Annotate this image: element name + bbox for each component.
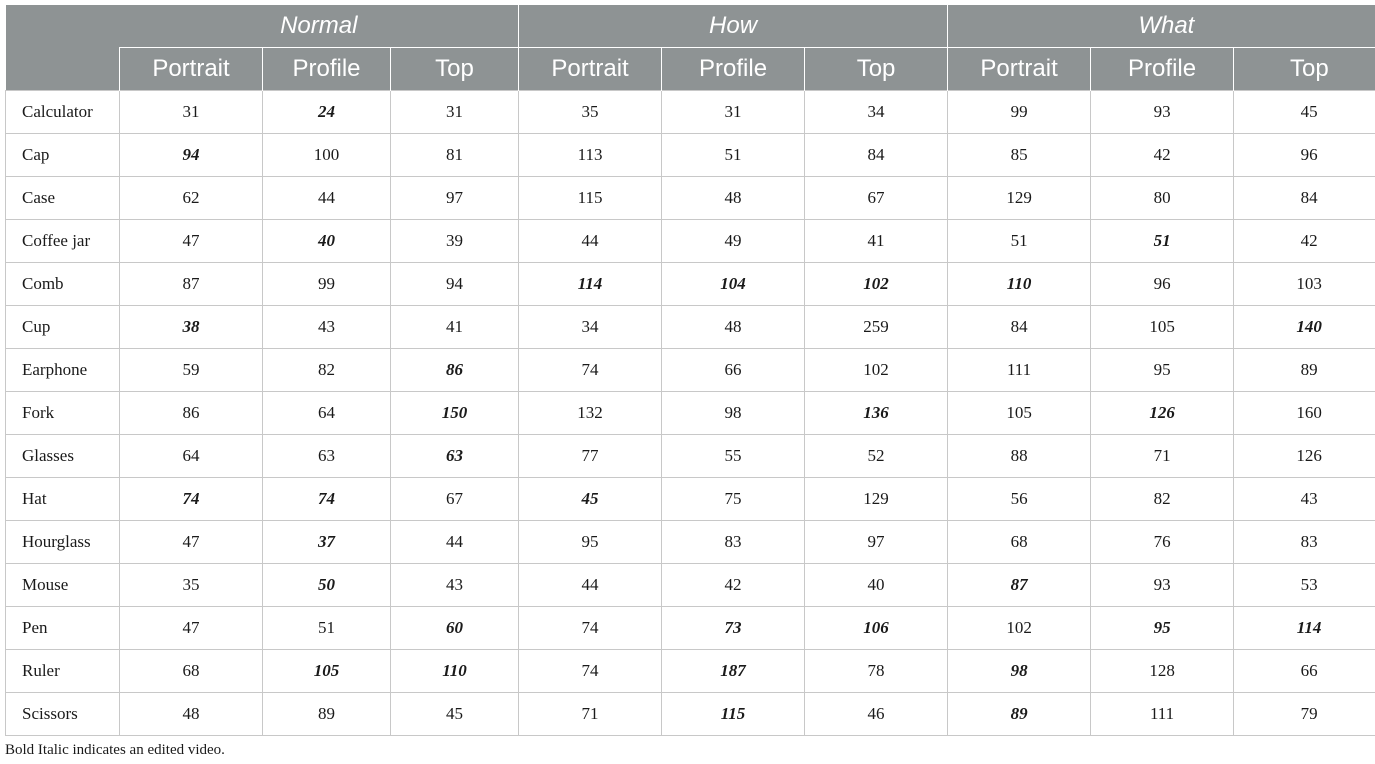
- table-cell: 84: [1234, 177, 1375, 220]
- corner-header-cell: [6, 5, 120, 91]
- table-cell: 66: [662, 349, 805, 392]
- table-cell: 95: [1091, 349, 1234, 392]
- table-cell: 89: [1234, 349, 1375, 392]
- table-cell: 136: [805, 392, 948, 435]
- row-label: Mouse: [6, 564, 120, 607]
- table-cell: 37: [263, 521, 391, 564]
- table-cell: 42: [1091, 134, 1234, 177]
- table-row: [6, 177, 1375, 220]
- table-cell: 45: [519, 478, 662, 521]
- table-cell: 102: [805, 263, 948, 306]
- table-cell: 63: [263, 435, 391, 478]
- table-cell: 84: [948, 306, 1091, 349]
- table-cell: 98: [948, 650, 1091, 693]
- table-cell: 77: [519, 435, 662, 478]
- table-cell: 81: [391, 134, 519, 177]
- group-header-how: How: [519, 5, 948, 48]
- table-cell: 47: [120, 220, 263, 263]
- row-label: Hat: [6, 478, 120, 521]
- table-cell: 31: [391, 91, 519, 134]
- row-label: Cup: [6, 306, 120, 349]
- table-cell: 48: [662, 306, 805, 349]
- table-cell: 79: [1234, 693, 1375, 736]
- table-cell: 95: [1091, 607, 1234, 650]
- table-row: [6, 91, 1375, 134]
- table-cell: 99: [263, 263, 391, 306]
- subheader-top: Top: [805, 48, 948, 91]
- table-cell: 95: [519, 521, 662, 564]
- table-cell: 105: [1091, 306, 1234, 349]
- table-cell: 126: [1091, 392, 1234, 435]
- table-cell: 59: [120, 349, 263, 392]
- table-cell: 132: [519, 392, 662, 435]
- table-cell: 44: [263, 177, 391, 220]
- row-label: Comb: [6, 263, 120, 306]
- table-cell: 35: [120, 564, 263, 607]
- row-label: Ruler: [6, 650, 120, 693]
- table-cell: 64: [263, 392, 391, 435]
- row-label: Pen: [6, 607, 120, 650]
- table-cell: 55: [662, 435, 805, 478]
- row-label: Case: [6, 177, 120, 220]
- subheader-profile: Profile: [662, 48, 805, 91]
- table-cell: 102: [805, 349, 948, 392]
- table-row: [6, 435, 1375, 478]
- subheader-portrait: Portrait: [120, 48, 263, 91]
- table-cell: 40: [805, 564, 948, 607]
- table-cell: 74: [519, 650, 662, 693]
- table-cell: 94: [391, 263, 519, 306]
- table-cell: 85: [948, 134, 1091, 177]
- table-cell: 89: [263, 693, 391, 736]
- table-row: [6, 693, 1375, 736]
- group-header-what: What: [948, 5, 1375, 48]
- table-row: [6, 306, 1375, 349]
- table-cell: 76: [1091, 521, 1234, 564]
- table-cell: 40: [263, 220, 391, 263]
- table-cell: 129: [948, 177, 1091, 220]
- table-cell: 45: [1234, 91, 1375, 134]
- table-cell: 110: [391, 650, 519, 693]
- table-row: [6, 478, 1375, 521]
- table-cell: 114: [1234, 607, 1375, 650]
- table-cell: 48: [120, 693, 263, 736]
- table-cell: 74: [263, 478, 391, 521]
- table-cell: 74: [519, 349, 662, 392]
- table-cell: 98: [662, 392, 805, 435]
- table-cell: 115: [519, 177, 662, 220]
- table-cell: 51: [948, 220, 1091, 263]
- table-cell: 45: [391, 693, 519, 736]
- table-cell: 42: [1234, 220, 1375, 263]
- table-cell: 49: [662, 220, 805, 263]
- subheader-profile: Profile: [263, 48, 391, 91]
- table-cell: 60: [391, 607, 519, 650]
- row-label: Fork: [6, 392, 120, 435]
- table-row: [6, 220, 1375, 263]
- table-cell: 87: [948, 564, 1091, 607]
- table-cell: 39: [391, 220, 519, 263]
- table-cell: 83: [1234, 521, 1375, 564]
- results-table-container: [5, 5, 1369, 736]
- table-cell: 43: [1234, 478, 1375, 521]
- table-cell: 105: [948, 392, 1091, 435]
- table-cell: 43: [391, 564, 519, 607]
- subheader-profile: Profile: [1091, 48, 1234, 91]
- table-cell: 42: [662, 564, 805, 607]
- table-cell: 94: [120, 134, 263, 177]
- table-cell: 75: [662, 478, 805, 521]
- row-label: Earphone: [6, 349, 120, 392]
- table-cell: 105: [263, 650, 391, 693]
- table-cell: 68: [120, 650, 263, 693]
- table-cell: 31: [662, 91, 805, 134]
- table-cell: 62: [120, 177, 263, 220]
- group-header-row: [6, 5, 1375, 48]
- table-cell: 41: [391, 306, 519, 349]
- table-cell: 93: [1091, 564, 1234, 607]
- table-cell: 160: [1234, 392, 1375, 435]
- table-cell: 34: [805, 91, 948, 134]
- table-cell: 44: [519, 220, 662, 263]
- table-cell: 43: [263, 306, 391, 349]
- table-cell: 96: [1234, 134, 1375, 177]
- table-cell: 80: [1091, 177, 1234, 220]
- table-cell: 44: [519, 564, 662, 607]
- table-cell: 115: [662, 693, 805, 736]
- table-cell: 67: [391, 478, 519, 521]
- table-cell: 113: [519, 134, 662, 177]
- table-cell: 89: [948, 693, 1091, 736]
- table-row: [6, 607, 1375, 650]
- table-cell: 56: [948, 478, 1091, 521]
- table-cell: 41: [805, 220, 948, 263]
- table-row: [6, 263, 1375, 306]
- subheader-top: Top: [391, 48, 519, 91]
- table-row: [6, 134, 1375, 177]
- table-cell: 103: [1234, 263, 1375, 306]
- table-cell: 102: [948, 607, 1091, 650]
- table-cell: 48: [662, 177, 805, 220]
- table-row: [6, 564, 1375, 607]
- table-cell: 71: [519, 693, 662, 736]
- table-cell: 47: [120, 607, 263, 650]
- table-cell: 114: [519, 263, 662, 306]
- table-cell: 87: [120, 263, 263, 306]
- table-cell: 83: [662, 521, 805, 564]
- table-cell: 86: [391, 349, 519, 392]
- table-cell: 82: [1091, 478, 1234, 521]
- table-row: [6, 650, 1375, 693]
- table-cell: 51: [662, 134, 805, 177]
- table-cell: 110: [948, 263, 1091, 306]
- row-label: Scissors: [6, 693, 120, 736]
- table-cell: 66: [1234, 650, 1375, 693]
- table-cell: 52: [805, 435, 948, 478]
- table-cell: 24: [263, 91, 391, 134]
- table-cell: 46: [805, 693, 948, 736]
- table-cell: 126: [1234, 435, 1375, 478]
- table-cell: 51: [263, 607, 391, 650]
- table-header: [6, 5, 1375, 91]
- table-cell: 47: [120, 521, 263, 564]
- table-cell: 111: [948, 349, 1091, 392]
- table-cell: 68: [948, 521, 1091, 564]
- table-cell: 259: [805, 306, 948, 349]
- results-table: [5, 5, 1375, 736]
- table-cell: 35: [519, 91, 662, 134]
- table-cell: 44: [391, 521, 519, 564]
- table-cell: 71: [1091, 435, 1234, 478]
- group-header-normal: Normal: [120, 5, 519, 48]
- table-cell: 111: [1091, 693, 1234, 736]
- table-cell: 82: [263, 349, 391, 392]
- row-label: Coffee jar: [6, 220, 120, 263]
- table-cell: 128: [1091, 650, 1234, 693]
- table-row: [6, 521, 1375, 564]
- table-cell: 93: [1091, 91, 1234, 134]
- table-cell: 106: [805, 607, 948, 650]
- table-cell: 50: [263, 564, 391, 607]
- subheader-row: [6, 48, 1375, 91]
- table-row: [6, 349, 1375, 392]
- row-label: Calculator: [6, 91, 120, 134]
- table-cell: 64: [120, 435, 263, 478]
- table-cell: 73: [662, 607, 805, 650]
- table-cell: 74: [120, 478, 263, 521]
- table-cell: 63: [391, 435, 519, 478]
- subheader-portrait: Portrait: [519, 48, 662, 91]
- table-cell: 97: [391, 177, 519, 220]
- table-footnote: Bold Italic indicates an edited video.: [5, 742, 225, 758]
- table-cell: 140: [1234, 306, 1375, 349]
- row-label: Glasses: [6, 435, 120, 478]
- table-cell: 100: [263, 134, 391, 177]
- table-cell: 74: [519, 607, 662, 650]
- table-cell: 88: [948, 435, 1091, 478]
- table-cell: 150: [391, 392, 519, 435]
- row-label: Hourglass: [6, 521, 120, 564]
- table-cell: 84: [805, 134, 948, 177]
- table-cell: 53: [1234, 564, 1375, 607]
- table-row: [6, 392, 1375, 435]
- table-cell: 38: [120, 306, 263, 349]
- table-cell: 78: [805, 650, 948, 693]
- table-cell: 34: [519, 306, 662, 349]
- subheader-portrait: Portrait: [948, 48, 1091, 91]
- table-cell: 187: [662, 650, 805, 693]
- table-cell: 51: [1091, 220, 1234, 263]
- table-cell: 97: [805, 521, 948, 564]
- table-body: [6, 91, 1375, 736]
- table-cell: 129: [805, 478, 948, 521]
- table-cell: 96: [1091, 263, 1234, 306]
- table-cell: 99: [948, 91, 1091, 134]
- subheader-top: Top: [1234, 48, 1375, 91]
- table-cell: 104: [662, 263, 805, 306]
- row-label: Cap: [6, 134, 120, 177]
- table-cell: 31: [120, 91, 263, 134]
- table-cell: 67: [805, 177, 948, 220]
- table-cell: 86: [120, 392, 263, 435]
